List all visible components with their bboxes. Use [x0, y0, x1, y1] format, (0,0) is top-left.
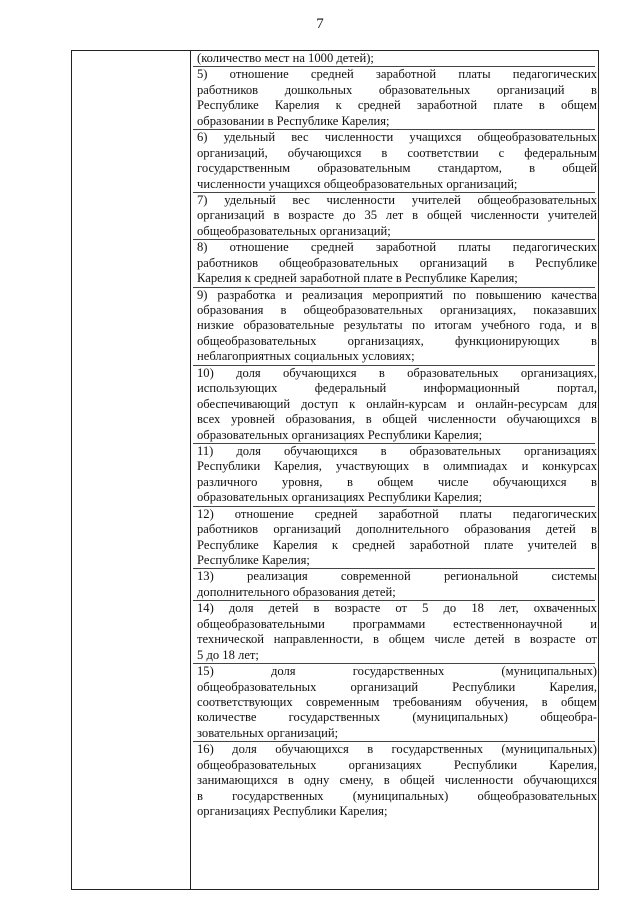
text-line: 13) реализация современной региональной системы: [197, 569, 597, 584]
right-column-cell: [197, 51, 597, 889]
text-line: 16) доля обучающихся в государственных (муниципальных): [197, 742, 597, 757]
text-line: 15) доля государственных (муниципальных): [197, 664, 597, 679]
text-line: образовательных организациях Республики Карелия;: [197, 490, 483, 505]
text-line: 11) доля обучающихся в образовательных организациях: [197, 443, 597, 458]
text-line: количестве государственных (муниципальных) общеобра-: [197, 710, 597, 725]
indicator-item: [197, 193, 597, 239]
text-line: общеобразовательных организациях Республики Карелия,: [197, 757, 597, 772]
text-line: (количество мест на 1000 детей);: [197, 51, 374, 65]
indicator-item: [197, 67, 597, 129]
text-line: образовании в Республике Карелия;: [197, 113, 390, 128]
text-line: образования в общеобразовательных организациях, показавших: [197, 303, 597, 317]
indicator-item: [197, 569, 597, 600]
page-number: 7: [316, 16, 324, 32]
text-line: обеспечивающий доступ к онлайн-курсам и онлайн-ресурсам для: [197, 396, 597, 411]
text-line: в государственных (муниципальных) общеобразовательных: [197, 788, 597, 803]
indicator-item: [197, 288, 597, 365]
text-line: 7) удельный вес численности учителей общеобразовательных: [197, 192, 597, 207]
text-line: неблагоприятных социальных условиях;: [197, 349, 415, 364]
left-column-cell: [72, 51, 191, 889]
indicator-item: [197, 240, 597, 286]
text-line: организаций в возрасте до 35 лет в общей численности учителей: [197, 208, 597, 223]
text-line: Республики Карелия, участвующих в олимпиадах и конкурсах: [197, 459, 597, 474]
text-line: зовательных организаций;: [197, 725, 339, 740]
text-line: различного уровня, в общем числе обучающихся в: [197, 474, 597, 489]
text-line: общеобразовательными программами естественнонаучной и: [197, 616, 597, 631]
text-line: 10) доля обучающихся в образовательных организациях,: [197, 365, 597, 380]
indicator-item: [197, 742, 597, 819]
text-line: занимающихся в одну смену, в общей численности обучающихся: [197, 773, 597, 788]
indicator-item: [197, 130, 597, 192]
text-line: всех уровней образования, в общей численности обучающихся в: [197, 412, 597, 427]
text-line: низкие образовательные результаты по итогам учебного года, и в: [197, 318, 597, 333]
text-line: Республике Карелия;: [197, 553, 310, 567]
text-line: технической направленности, в общем числе детей в возрасте от: [197, 632, 597, 647]
text-line: дополнительного образования детей;: [197, 584, 396, 599]
text-line: организациях Республики Карелия;: [197, 804, 388, 818]
text-line: использующих федеральный информационный портал,: [197, 381, 597, 396]
text-line: работников общеобразовательных организаций в Республике: [197, 255, 597, 270]
text-line: 9) разработка и реализация мероприятий по повышению качества: [197, 287, 597, 302]
text-line: общеобразовательных организаций Республики Карелия,: [197, 679, 597, 694]
text-line: организаций, обучающихся в соответствии с федеральным: [197, 145, 597, 160]
text-line: образовательных организациях Республики Карелия;: [197, 427, 483, 442]
text-line: 12) отношение средней заработной платы педагогических: [197, 506, 597, 521]
text-line: численности учащихся общеобразовательных организаций;: [197, 176, 518, 191]
indicator-item: [197, 507, 597, 569]
indicator-item: [197, 444, 597, 506]
indicator-item: [197, 366, 597, 443]
text-line: работников дошкольных образовательных организаций в: [197, 82, 597, 97]
text-line: 8) отношение средней заработной платы педагогических: [197, 240, 597, 255]
text-line: работников организаций дополнительного образования детей в: [197, 522, 597, 537]
text-line: соответствующих современным требованиям обучения, в общем: [197, 694, 597, 709]
text-line: Карелия к средней заработной плате в Республике Карелия;: [197, 271, 518, 286]
text-line: государственным образовательным стандартом, в общей: [197, 161, 597, 176]
text-line: общеобразовательных организациях, функционирующих в: [197, 333, 597, 348]
indicator-item: [197, 51, 597, 66]
indicator-item: [197, 664, 597, 741]
text-line: 5 до 18 лет;: [197, 647, 259, 662]
text-line: Республике Карелия к средней заработной плате учителей в: [197, 537, 597, 552]
indicator-item: [197, 601, 597, 663]
document-table: [71, 50, 599, 890]
text-line: 6) удельный вес численности учащихся общеобразовательных: [197, 130, 597, 145]
text-line: 14) доля детей в возрасте от 5 до 18 лет, охваченных: [197, 601, 597, 616]
text-line: Республике Карелия к средней заработной плате в общем: [197, 98, 597, 113]
text-line: общеобразовательных организаций;: [197, 223, 391, 238]
text-line: 5) отношение средней заработной платы педагогических: [197, 67, 597, 82]
